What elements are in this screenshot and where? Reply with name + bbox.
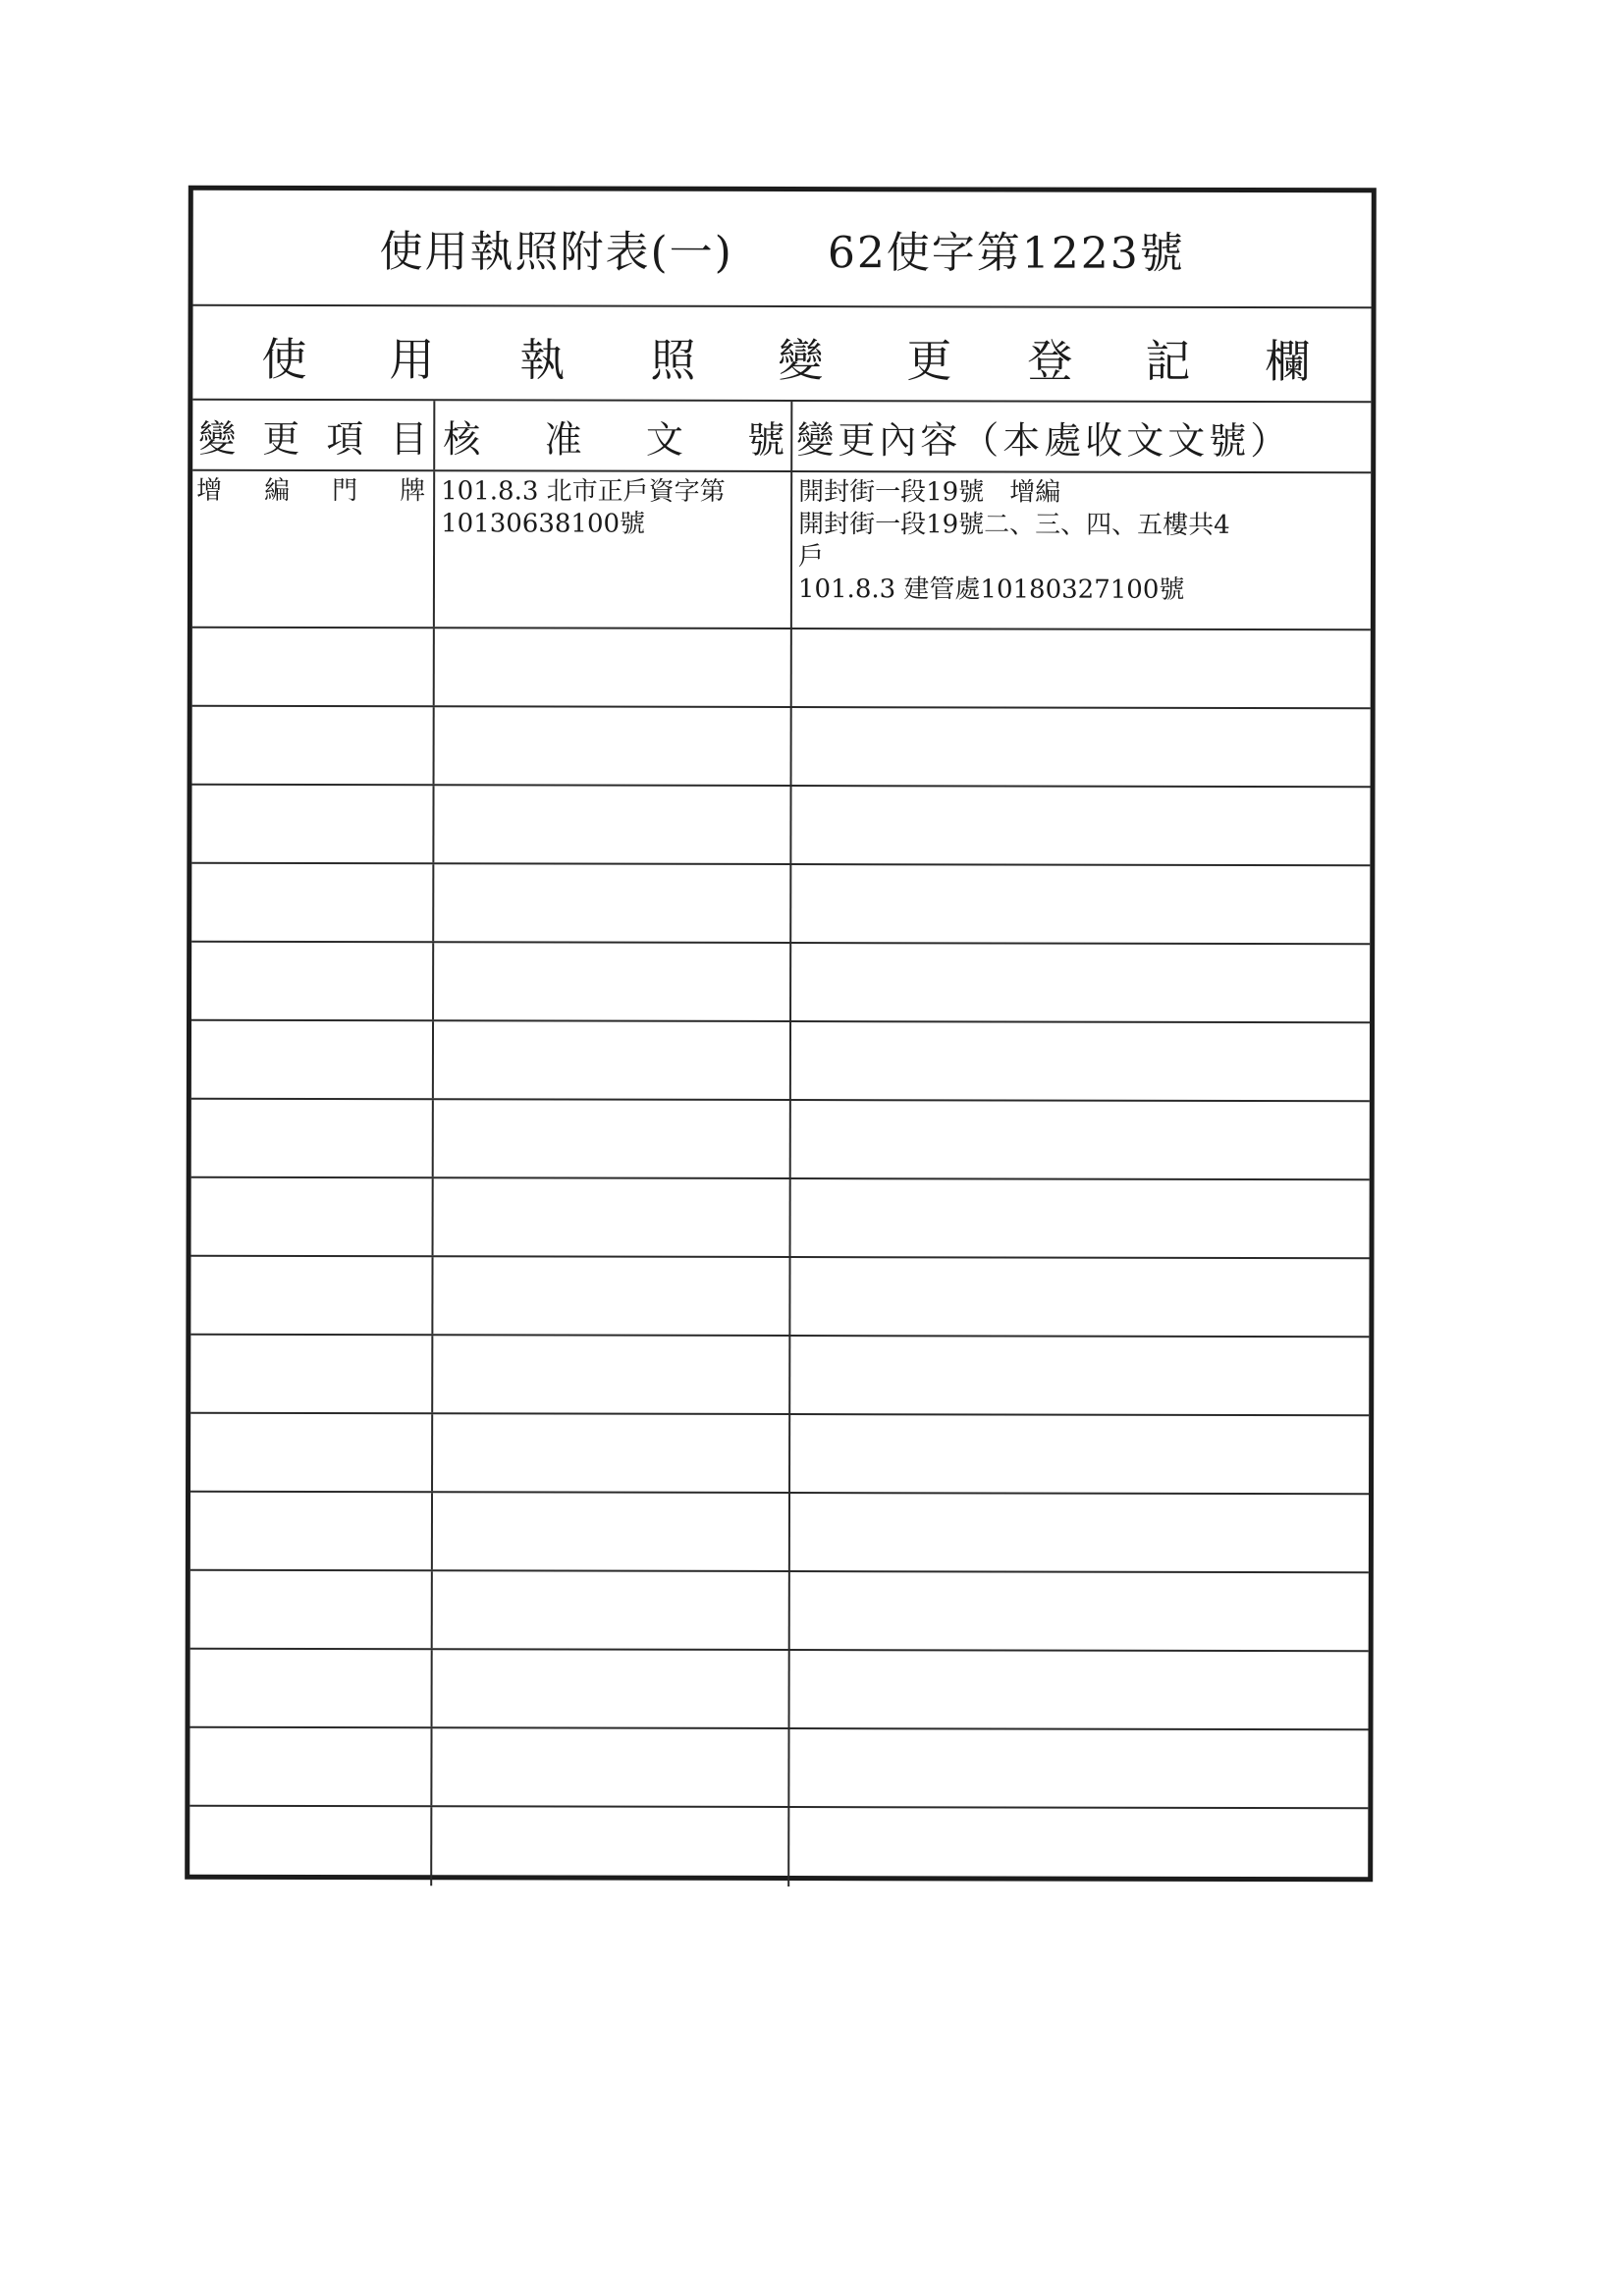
cell-approval-number bbox=[433, 1571, 790, 1649]
cell-change-item bbox=[190, 1257, 433, 1335]
header-change-item: 變 更 項 目 bbox=[192, 401, 435, 470]
cell-change-content: 開封街一段19號 增編 開封街一段19號二、三、四、五樓共4 戶 101.8.3 建管處10180327100號 bbox=[797, 477, 1230, 605]
cell-change-item bbox=[190, 1414, 433, 1492]
table-row bbox=[192, 629, 1371, 710]
table-row bbox=[190, 1493, 1369, 1574]
table-row bbox=[191, 1021, 1370, 1103]
cell-approval-number bbox=[434, 864, 791, 942]
section-heading-char: 用 bbox=[389, 333, 435, 387]
cell-change-content bbox=[790, 1337, 1369, 1414]
section-heading-char: 欄 bbox=[1265, 335, 1311, 389]
cell-change-item bbox=[191, 864, 434, 942]
section-heading-char: 照 bbox=[650, 333, 696, 387]
cell-change-content bbox=[791, 1179, 1370, 1257]
cell-change-content bbox=[790, 1415, 1369, 1493]
cell-change-content bbox=[790, 1494, 1369, 1571]
table-row bbox=[192, 471, 1371, 631]
cell-change-content bbox=[789, 1729, 1368, 1807]
cell-change-content bbox=[790, 1258, 1369, 1336]
cell-approval-number bbox=[433, 1493, 790, 1570]
cell-change-content bbox=[791, 944, 1370, 1021]
cell-approval-number bbox=[435, 629, 792, 706]
form-title-row bbox=[193, 191, 1372, 309]
table-header-row bbox=[192, 401, 1371, 474]
section-heading-char: 登 bbox=[1027, 334, 1073, 388]
cell-approval-number bbox=[432, 1807, 789, 1886]
cell-approval-number bbox=[433, 1650, 790, 1727]
cell-change-content bbox=[790, 1572, 1369, 1650]
table-row bbox=[190, 1650, 1369, 1731]
section-heading-row bbox=[192, 306, 1371, 404]
table-row bbox=[190, 1336, 1369, 1417]
change-registration-form bbox=[185, 186, 1377, 1883]
table-row bbox=[192, 707, 1371, 789]
cell-approval-number bbox=[433, 1336, 790, 1413]
cell-approval-number bbox=[434, 1100, 791, 1177]
table-row bbox=[191, 1100, 1370, 1181]
cell-change-content bbox=[790, 1651, 1369, 1728]
cell-change-item bbox=[190, 1650, 433, 1727]
cell-approval-number: 101.8.3 北市正戶資字第 10130638100號 bbox=[435, 471, 792, 628]
cell-change-item bbox=[191, 1100, 434, 1177]
section-heading-char: 變 bbox=[778, 333, 824, 388]
cell-approval-number bbox=[434, 1178, 791, 1256]
cell-change-content bbox=[791, 787, 1370, 864]
table-row bbox=[191, 943, 1370, 1024]
header-change-content: 變更內容（本處收文文號） bbox=[796, 417, 1292, 463]
cell-change-content bbox=[792, 629, 1371, 707]
cell-change-content bbox=[791, 1101, 1370, 1178]
cell-change-content bbox=[792, 708, 1371, 786]
cell-change-item bbox=[189, 1728, 432, 1806]
cell-change-item bbox=[191, 786, 434, 863]
table-row bbox=[191, 786, 1370, 867]
cell-change-item bbox=[191, 943, 434, 1020]
cell-change-item: 增 編 門 牌 bbox=[192, 471, 435, 628]
cell-change-item bbox=[191, 1021, 434, 1099]
cell-approval-number bbox=[433, 1414, 790, 1492]
cell-approval-number bbox=[432, 1728, 789, 1806]
cell-change-item bbox=[190, 1571, 433, 1649]
section-heading-char: 使 bbox=[261, 332, 307, 386]
cell-change-content bbox=[791, 1022, 1370, 1100]
cell-change-item bbox=[190, 1493, 433, 1570]
section-heading-char: 記 bbox=[1145, 334, 1191, 388]
cell-change-item bbox=[190, 1336, 433, 1413]
table-row bbox=[191, 864, 1370, 946]
cell-change-item bbox=[191, 1178, 434, 1256]
section-heading-char: 執 bbox=[519, 333, 566, 387]
cell-approval-number bbox=[434, 786, 791, 863]
cell-approval-number bbox=[433, 1257, 790, 1335]
empty-rows bbox=[189, 629, 1371, 1878]
cell-change-content bbox=[789, 1808, 1368, 1887]
table-row bbox=[189, 1728, 1368, 1810]
cell-change-item bbox=[192, 707, 435, 785]
permit-number: 62使字第1223號 bbox=[827, 228, 1185, 279]
section-heading-char: 更 bbox=[906, 334, 952, 388]
table-row bbox=[190, 1257, 1369, 1339]
table-row bbox=[190, 1571, 1369, 1653]
header-approval-number: 核 准 文 號 bbox=[435, 401, 792, 470]
cell-change-item bbox=[192, 629, 435, 706]
cell-approval-number bbox=[435, 707, 792, 785]
table-row bbox=[191, 1178, 1370, 1260]
form-title: 使用執照附表(一) bbox=[379, 227, 733, 278]
cell-approval-number bbox=[434, 943, 791, 1020]
cell-change-content bbox=[791, 865, 1370, 943]
cell-change-item bbox=[189, 1807, 432, 1886]
table-row bbox=[190, 1414, 1369, 1496]
table-row bbox=[189, 1807, 1368, 1888]
cell-approval-number bbox=[434, 1021, 791, 1099]
